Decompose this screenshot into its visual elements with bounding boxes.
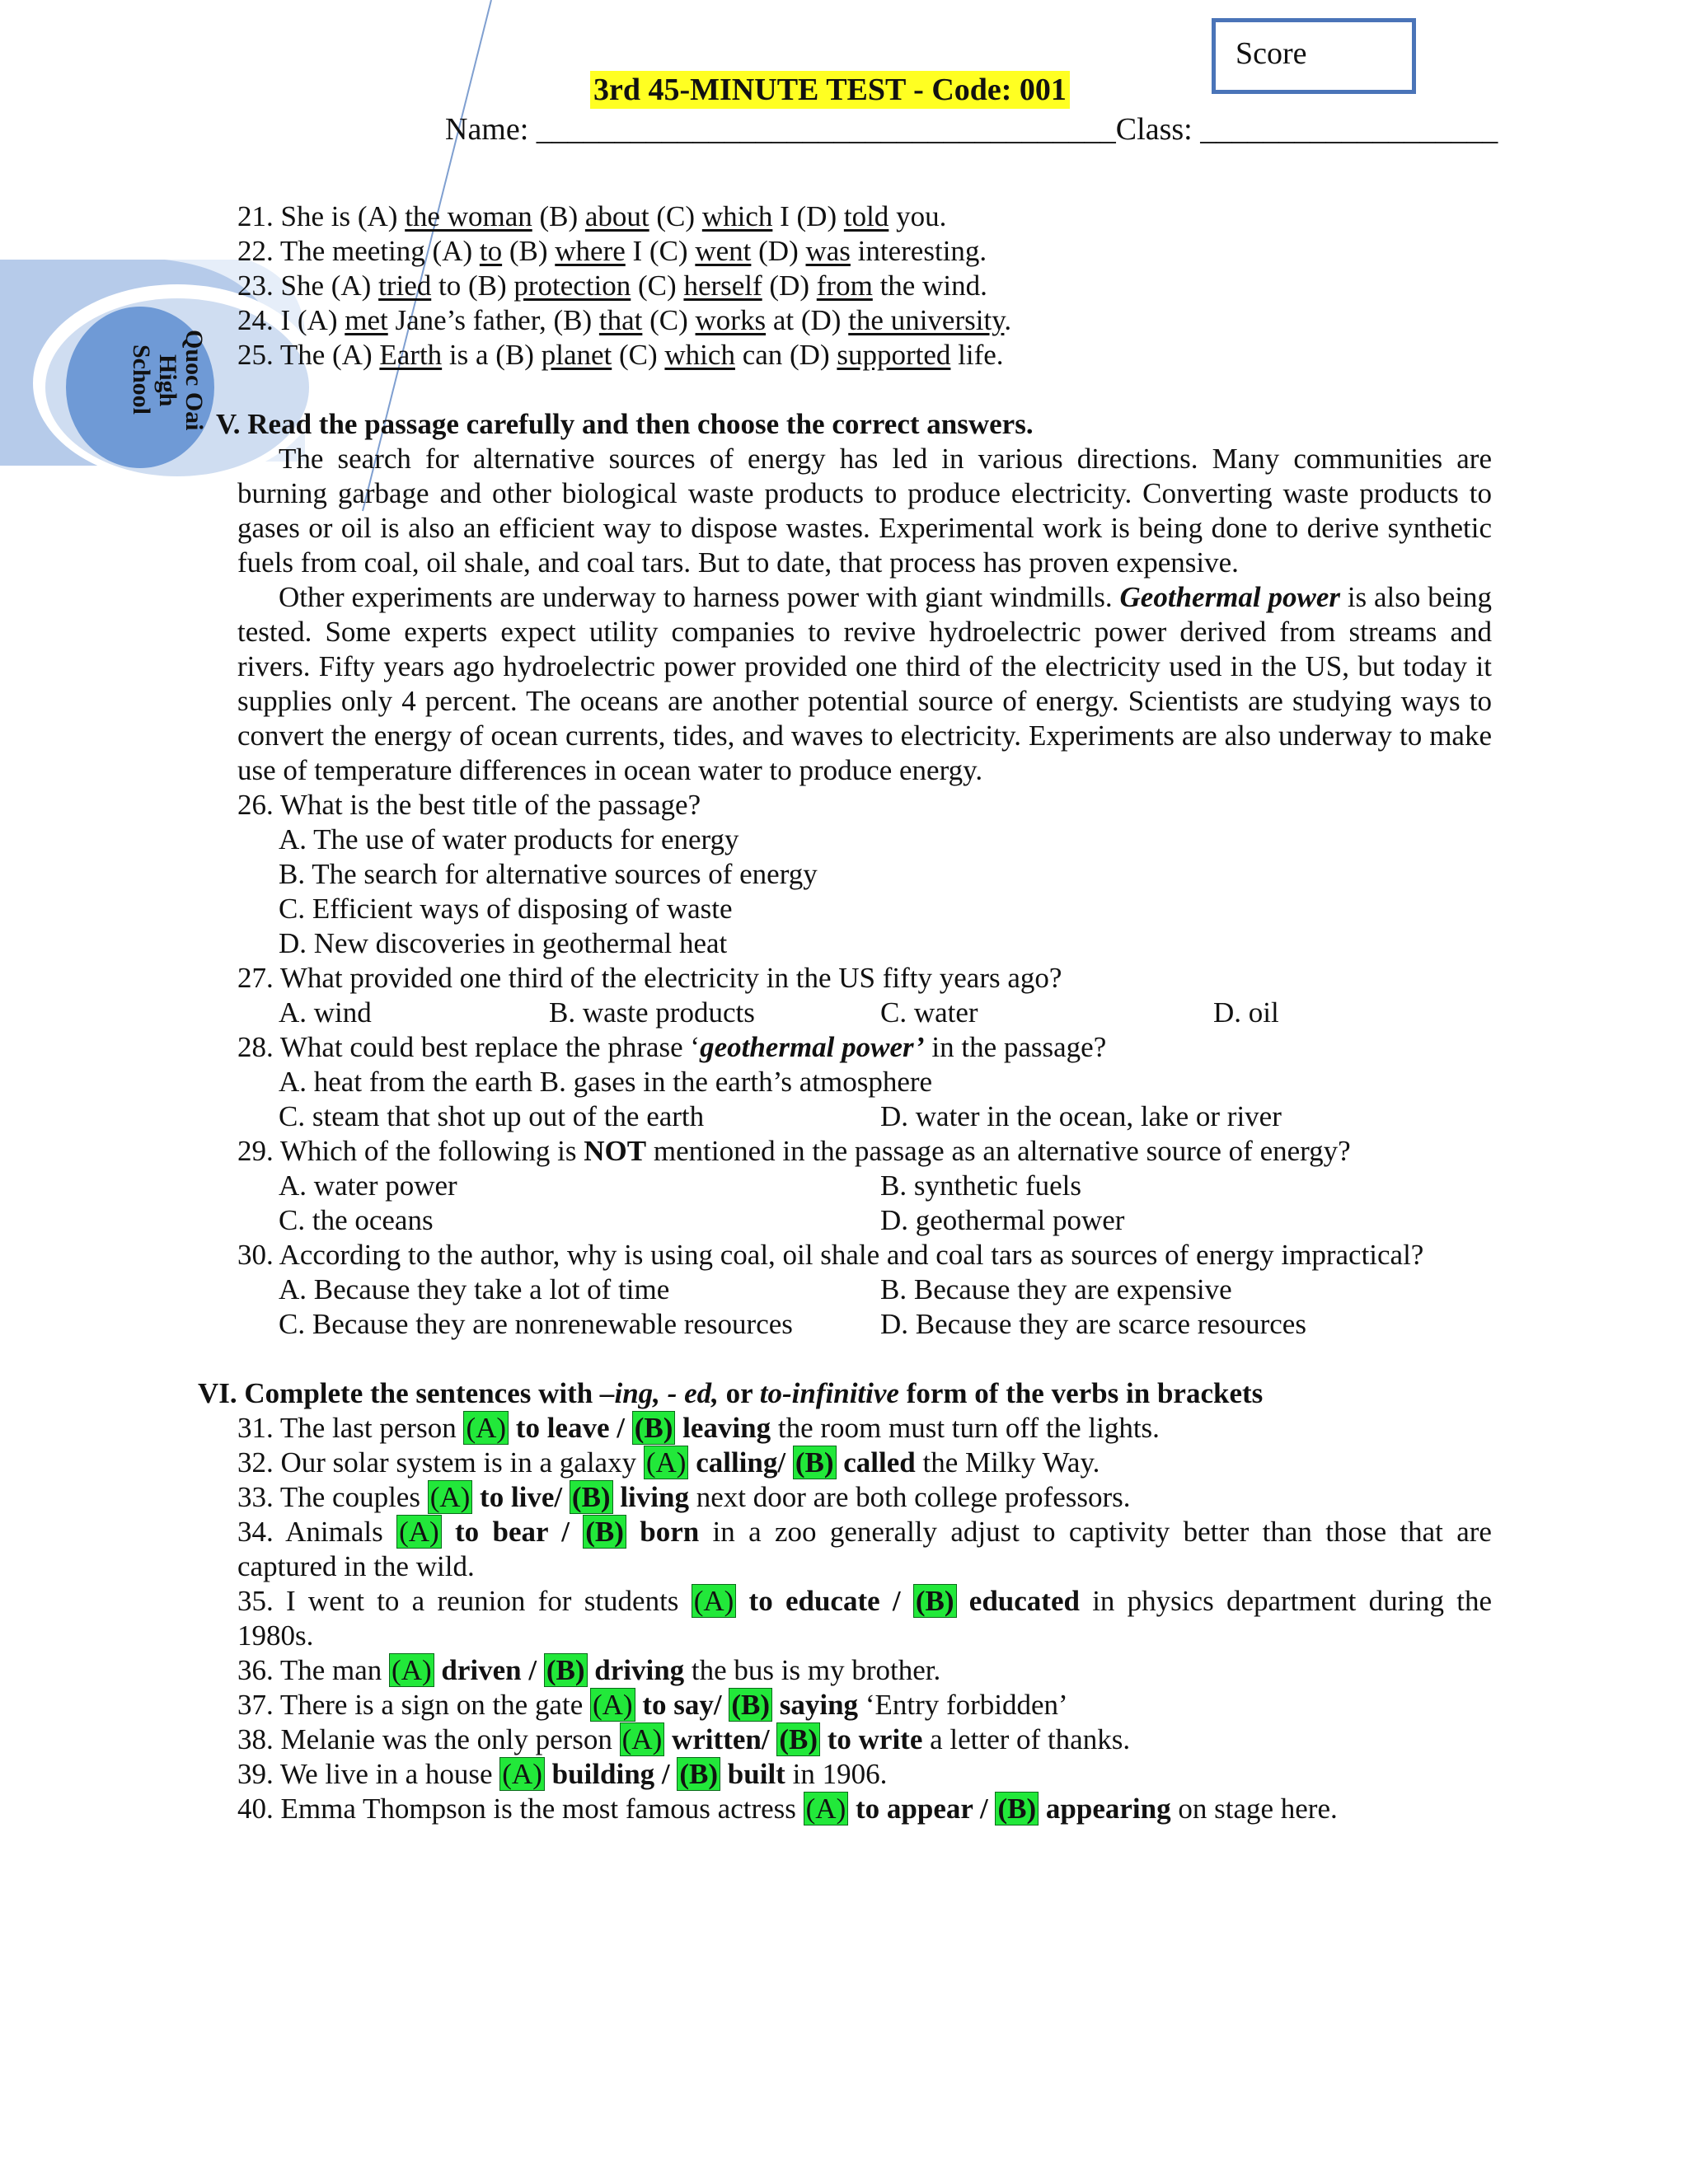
- verb-option: driven /: [434, 1654, 544, 1686]
- q27-option-a: A. wind: [279, 996, 372, 1029]
- sentence-text: 35. I went to a reunion for students: [237, 1585, 692, 1617]
- passage-paragraph-2: [237, 580, 1492, 788]
- underlined-option: was: [805, 235, 851, 267]
- logo-line-2: High: [154, 354, 181, 407]
- geothermal-power-term: Geothermal power: [1119, 581, 1340, 613]
- verb-option: leaving: [675, 1412, 771, 1444]
- q26-option-b: B. The search for alternative sources of energy: [279, 858, 818, 890]
- q28-text-start: 28. What could best replace the phrase ‘: [237, 1031, 701, 1063]
- name-class-line: [445, 110, 1498, 148]
- sentence-text: the bus is my brother.: [684, 1654, 941, 1686]
- option-marker: (B): [583, 1515, 626, 1549]
- question-28: [237, 1030, 1106, 1065]
- sentence-text: (B): [502, 235, 556, 267]
- option-marker: (B): [913, 1584, 957, 1618]
- sentence-text: 36. The man: [237, 1654, 390, 1686]
- question-32: [237, 1446, 1100, 1480]
- sentence-text: the wind.: [872, 269, 987, 302]
- option-marker: (A): [396, 1515, 442, 1549]
- verb-option: born: [626, 1516, 700, 1548]
- q29-text-start: 29. Which of the following is: [237, 1135, 584, 1167]
- verb-option: to leave /: [509, 1412, 632, 1444]
- underlined-option: tried: [378, 269, 432, 302]
- underlined-option: told: [843, 200, 889, 232]
- q28-option-c: C. steam that shot up out of the earth: [279, 1100, 705, 1132]
- sentence-text: (D): [762, 269, 817, 302]
- q29-option-b: B. synthetic fuels: [880, 1169, 1081, 1202]
- sentence-text: a letter of thanks.: [922, 1723, 1131, 1755]
- sentence-text: 40. Emma Thompson is the most famous actress: [237, 1793, 804, 1825]
- underlined-option: where: [555, 235, 626, 267]
- option-marker: (B): [793, 1446, 837, 1479]
- sentence-text: can (D): [734, 339, 837, 371]
- sentence-text: in a zoo generally adjust to captivity better than those that are: [699, 1516, 1492, 1548]
- sentence-text: 38. Melanie was the only person: [237, 1723, 620, 1755]
- underlined-option: to: [479, 235, 503, 267]
- q30-option-c: C. Because they are nonrenewable resources: [279, 1308, 793, 1340]
- q28-phrase: geothermal power’: [700, 1031, 925, 1063]
- sentence-text: Jane’s father, (B): [387, 304, 599, 336]
- verb-option: called: [836, 1446, 916, 1479]
- sentence-text: 34. Animals: [237, 1516, 397, 1548]
- question-40: [237, 1792, 1338, 1826]
- verb-option: to educate /: [736, 1585, 913, 1617]
- sentence-text: 32. Our solar system is in a galaxy: [237, 1446, 644, 1479]
- option-marker: (B): [544, 1653, 588, 1687]
- class-blank: ___________________: [1200, 112, 1498, 147]
- q27-option-d: D. oil: [1213, 996, 1279, 1029]
- sentence-text: in 1906.: [785, 1758, 888, 1790]
- underlined-option: herself: [683, 269, 762, 302]
- question-29: [237, 1134, 1351, 1169]
- sentence-text: on stage here.: [1170, 1793, 1338, 1825]
- sentence-text: (D): [751, 235, 806, 267]
- question-30: 30. According to the author, why is using coal, oil shale and coal tars as sources of energy impractical?: [237, 1239, 1424, 1271]
- verb-option: to appear /: [848, 1793, 996, 1825]
- sentence-text: I (D): [772, 200, 844, 232]
- sentence-text: 23. She (A): [237, 269, 379, 302]
- q29-not: NOT: [584, 1135, 647, 1167]
- sentence-text: to (B): [431, 269, 514, 302]
- logo-line-1: Quoc Oai: [181, 330, 208, 431]
- sentence-text: interesting.: [850, 235, 987, 267]
- underlined-option: which: [664, 339, 735, 371]
- underlined-option: which: [701, 200, 773, 232]
- question-35: [237, 1584, 1492, 1619]
- underlined-option: planet: [541, 339, 612, 371]
- question-27: 27. What provided one third of the electricity in the US fifty years ago?: [237, 962, 1062, 994]
- verb-option: living: [612, 1481, 689, 1513]
- passage-paragraph-1: The search for alternative sources of energy has led in various directions. Many communities are burning garbage and other biological waste products to produce electricity. Converting waste products to gases or oil is also an efficient way to dispose wastes. Experimental work is being done to derive synthetic fuels from coal, oil shale, and coal tars. But to date, that process has proven expensive.: [237, 443, 1492, 579]
- verb-option: written/: [664, 1723, 777, 1755]
- option-marker: (A): [804, 1792, 849, 1825]
- sentence-text: in physics department during the: [1079, 1585, 1493, 1617]
- option-marker: (B): [729, 1688, 772, 1722]
- sentence-text: 31. The last person: [237, 1412, 464, 1444]
- question-22: [237, 234, 987, 269]
- class-label: Class:: [1115, 112, 1201, 147]
- q29-option-a: A. water power: [279, 1169, 457, 1202]
- underlined-option: Earth: [379, 339, 443, 371]
- option-marker: (A): [644, 1446, 689, 1479]
- sentence-text: 21. She is (A): [237, 200, 406, 232]
- q27-option-b: B. waste products: [549, 996, 755, 1029]
- q29-text-end: mentioned in the passage as an alternative source of energy?: [646, 1135, 1351, 1167]
- sentence-text: 24. I (A): [237, 304, 345, 336]
- sentence-text: (C): [612, 339, 665, 371]
- verb-option: built: [720, 1758, 785, 1790]
- verb-option: building /: [544, 1758, 678, 1790]
- sentence-text: you.: [889, 200, 947, 232]
- score-label: Score: [1236, 36, 1307, 71]
- passage-paragraph-2-start: Other experiments are underway to harness power with giant windmills.: [279, 581, 1120, 613]
- sentence-text: the Milky Way.: [915, 1446, 1100, 1479]
- question-36: [237, 1653, 940, 1688]
- option-marker: (A): [620, 1722, 665, 1756]
- sentence-text: 37. There is a sign on the gate: [237, 1689, 590, 1721]
- vi-heading-start: VI. Complete the sentences with: [198, 1377, 600, 1409]
- underlined-option: the woman: [405, 200, 532, 232]
- option-marker: (A): [590, 1688, 635, 1722]
- name-blank: _____________________________________: [536, 112, 1116, 147]
- underlined-option: works: [695, 304, 767, 336]
- sentence-text: next door are both college professors.: [688, 1481, 1131, 1513]
- option-marker: (B): [776, 1722, 820, 1756]
- question-39: [237, 1757, 887, 1792]
- logo-line-3: School: [128, 344, 155, 415]
- q29-option-d: D. geothermal power: [880, 1204, 1125, 1236]
- q26-option-c: C. Efficient ways of disposing of waste: [279, 893, 733, 925]
- verb-option: to write: [819, 1723, 923, 1755]
- verb-option: educated: [956, 1585, 1080, 1617]
- question-35-continued: 1980s.: [237, 1619, 314, 1652]
- question-21: [237, 199, 946, 234]
- verb-option: to say/: [635, 1689, 729, 1721]
- option-marker: (A): [692, 1584, 737, 1618]
- underlined-option: from: [816, 269, 873, 302]
- passage-paragraph-2-rest: is also being tested. Some experts expect utility companies to revive hydroelectric power derived from streams and rivers. Fifty years ago hydroelectric power provided one third of the electricity used in the US, but today it supplies only 4 percent. The oceans are another potential source of energy. Scientists are studying ways to convert the energy of ocean currents, tides, and waves to electricity. Experiments are also underway to make use of temperature differences in ocean water to produce energy.: [237, 581, 1492, 786]
- q28-option-d: D. water in the ocean, lake or river: [880, 1100, 1282, 1132]
- score-box: [1212, 18, 1416, 94]
- vi-heading-inf: to-infinitive: [759, 1377, 899, 1409]
- option-marker: (A): [463, 1411, 509, 1445]
- verb-option: saying: [772, 1689, 859, 1721]
- question-33: [237, 1480, 1131, 1515]
- question-23: [237, 269, 987, 303]
- option-marker: (B): [570, 1480, 613, 1514]
- verb-option: to bear /: [441, 1516, 584, 1548]
- q30-option-d: D. Because they are scarce resources: [880, 1308, 1306, 1340]
- verb-option: to live/: [472, 1481, 570, 1513]
- school-logo-text: [115, 330, 206, 445]
- sentence-text: at (D): [766, 304, 849, 336]
- underlined-option: supported: [837, 339, 951, 371]
- sentence-text: (C): [649, 200, 702, 232]
- sentence-text: the room must turn off the lights.: [771, 1412, 1160, 1444]
- sentence-text: is a (B): [442, 339, 542, 371]
- question-34-continued: captured in the wild.: [237, 1550, 475, 1582]
- sentence-text: 25. The (A): [237, 339, 380, 371]
- question-38: [237, 1722, 1130, 1757]
- q30-option-a: A. Because they take a lot of time: [279, 1273, 670, 1305]
- underlined-option: about: [584, 200, 649, 232]
- sentence-text: 39. We live in a house: [237, 1758, 500, 1790]
- question-31: [237, 1411, 1160, 1446]
- question-26: 26. What is the best title of the passage?: [237, 789, 701, 821]
- q30-option-b: B. Because they are expensive: [880, 1273, 1232, 1305]
- part-v-heading: V. Read the passage carefully and then choose the correct answers.: [216, 408, 1034, 440]
- verb-option: calling/: [688, 1446, 793, 1479]
- underlined-option: went: [695, 235, 752, 267]
- sentence-text: 22. The meeting (A): [237, 235, 480, 267]
- option-marker: (A): [389, 1653, 434, 1687]
- sentence-text: (C): [642, 304, 696, 336]
- q27-option-c: C. water: [880, 996, 978, 1029]
- sentence-text: (C): [631, 269, 684, 302]
- sentence-text: (B): [532, 200, 585, 232]
- q29-option-c: C. the oceans: [279, 1204, 434, 1236]
- q26-option-d: D. New discoveries in geothermal heat: [279, 927, 728, 959]
- underlined-option: met: [345, 304, 388, 336]
- verb-option: appearing: [1039, 1793, 1171, 1825]
- vi-heading-end: form of the verbs in brackets: [898, 1377, 1264, 1409]
- question-34: [237, 1515, 1492, 1549]
- q28-options-ab: A. heat from the earth B. gases in the earth’s atmosphere: [279, 1066, 933, 1098]
- option-marker: (B): [632, 1411, 676, 1445]
- vi-heading-ing: –ing, - ed,: [599, 1377, 719, 1409]
- q26-option-a: A. The use of water products for energy: [279, 823, 739, 855]
- sentence-text: I (C): [625, 235, 696, 267]
- option-marker: (A): [428, 1480, 473, 1514]
- sentence-text: life.: [950, 339, 1004, 371]
- underlined-option: that: [598, 304, 643, 336]
- part-vi-heading: [198, 1376, 1263, 1411]
- verb-option: driving: [587, 1654, 685, 1686]
- vi-heading-or: or: [718, 1377, 760, 1409]
- underlined-option: the university: [848, 304, 1005, 336]
- q28-text-end: in the passage?: [924, 1031, 1107, 1063]
- name-label: Name:: [445, 112, 537, 147]
- question-37: [237, 1688, 1068, 1722]
- question-25: [237, 338, 1004, 373]
- sentence-text: ‘Entry forbidden’: [858, 1689, 1068, 1721]
- sentence-text: 33. The couples: [237, 1481, 428, 1513]
- page-title: 3rd 45-MINUTE TEST - Code: 001: [590, 71, 1070, 109]
- question-24: [237, 303, 1011, 338]
- option-marker: (B): [995, 1792, 1039, 1825]
- sentence-text: .: [1004, 304, 1012, 336]
- option-marker: (B): [677, 1757, 720, 1791]
- underlined-option: protection: [513, 269, 631, 302]
- option-marker: (A): [499, 1757, 545, 1791]
